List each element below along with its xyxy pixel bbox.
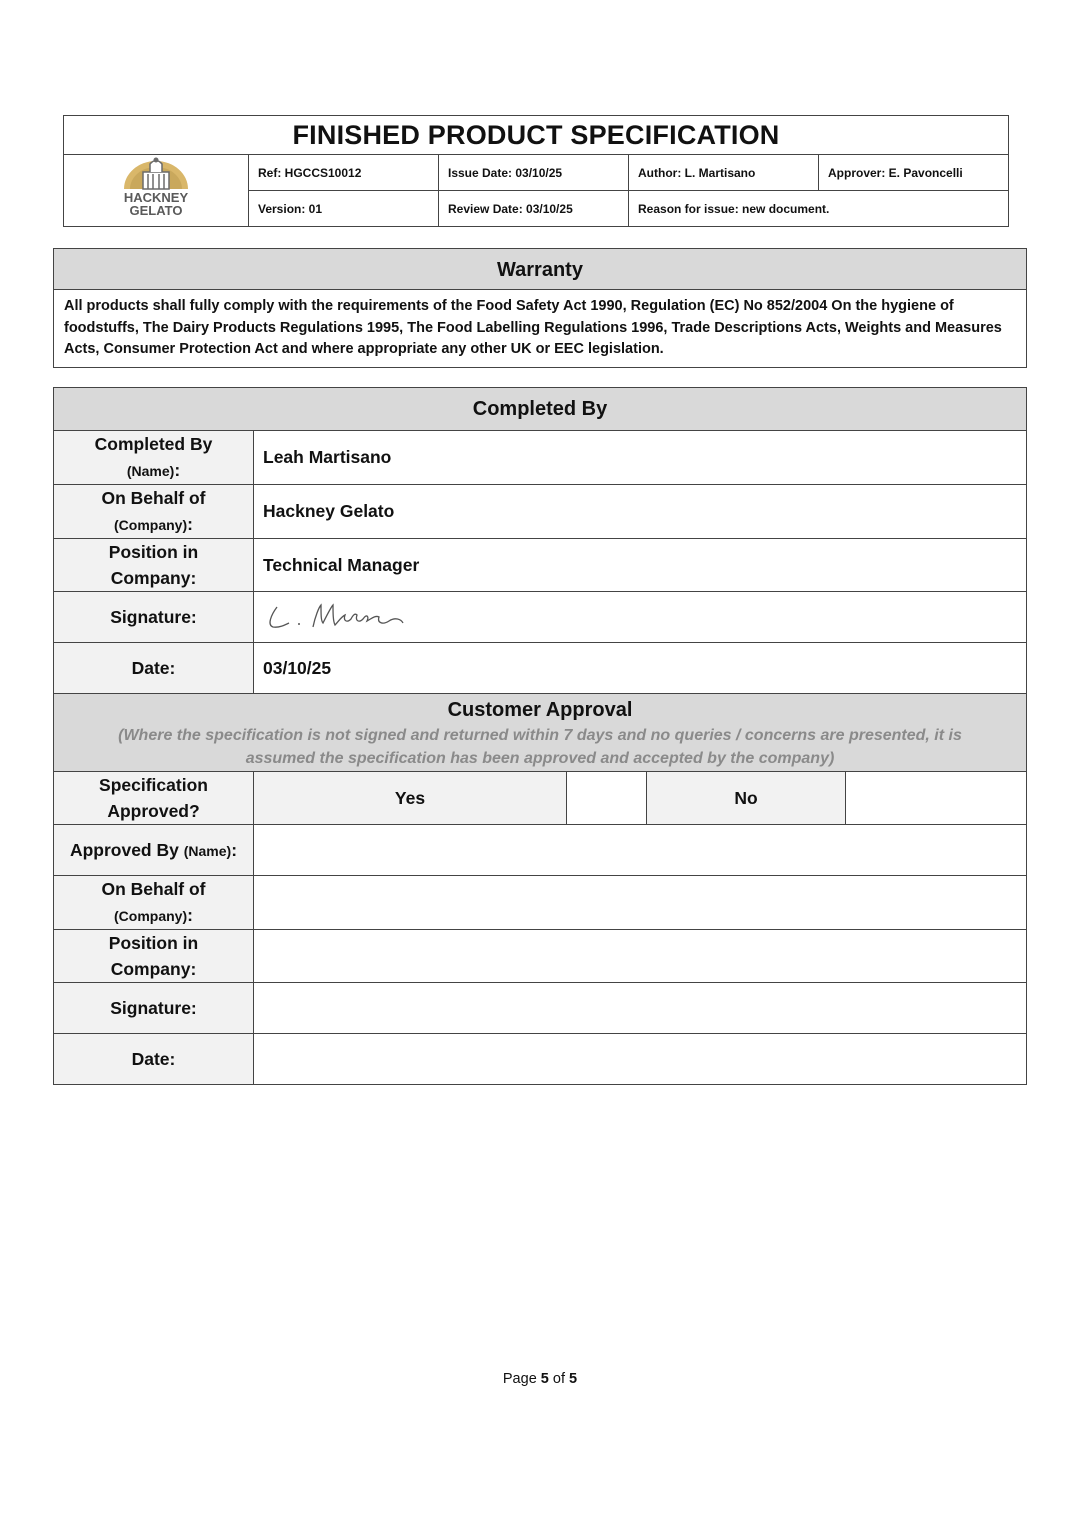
customer-approval-heading: Customer Approval bbox=[447, 699, 633, 721]
completed-by-signature bbox=[254, 592, 1027, 643]
author-cell: Author: L. Martisano bbox=[629, 155, 819, 191]
ref-cell: Ref: HGCCS10012 bbox=[249, 155, 439, 191]
page-total: 5 bbox=[569, 1371, 578, 1387]
version-cell: Version: 01 bbox=[249, 191, 439, 227]
completed-by-company-value: Hackney Gelato bbox=[254, 485, 1027, 539]
approval-position-field[interactable] bbox=[254, 930, 1027, 983]
company-logo bbox=[64, 155, 249, 227]
reason-cell: Reason for issue: new document. bbox=[629, 191, 1009, 227]
completed-by-heading: Completed By bbox=[54, 388, 1027, 431]
page-footer bbox=[0, 1371, 1080, 1387]
customer-approval-header bbox=[54, 694, 1027, 772]
completed-by-position-value: Technical Manager bbox=[254, 539, 1027, 592]
approval-company-label: On Behalf of (Company): bbox=[54, 876, 254, 930]
of-word: of bbox=[552, 1371, 565, 1387]
approval-signature-label: Signature: bbox=[54, 983, 254, 1034]
customer-approval-note-line1: (Where the specification is not signed and returned within 7 days and no queries / concerns are presented, it is bbox=[118, 727, 962, 744]
handwritten-signature-icon bbox=[263, 597, 413, 633]
review-date-cell: Review Date: 03/10/25 bbox=[439, 191, 629, 227]
approval-date-label: Date: bbox=[54, 1034, 254, 1085]
yes-checkbox[interactable] bbox=[567, 772, 647, 825]
approved-by-label: Approved By (Name): bbox=[54, 825, 254, 876]
completed-by-date-label: Date: bbox=[54, 643, 254, 694]
hackney-gelato-logo-icon bbox=[116, 155, 196, 221]
approval-signature-field[interactable] bbox=[254, 983, 1027, 1034]
logo-text-line1: HACKNEY bbox=[123, 190, 189, 205]
approval-company-field[interactable] bbox=[254, 876, 1027, 930]
completed-by-signature-label: Signature: bbox=[54, 592, 254, 643]
approver-cell: Approver: E. Pavoncelli bbox=[819, 155, 1009, 191]
customer-approval-note-line2: assumed the specification has been approved and accepted by the company) bbox=[245, 750, 835, 767]
logo-text-line2: GELATO bbox=[129, 203, 183, 218]
warranty-heading: Warranty bbox=[54, 249, 1026, 290]
completed-by-name-value: Leah Martisano bbox=[254, 431, 1027, 485]
issue-date-cell: Issue Date: 03/10/25 bbox=[439, 155, 629, 191]
document-title: FINISHED PRODUCT SPECIFICATION bbox=[64, 116, 1009, 155]
no-checkbox[interactable] bbox=[846, 772, 1027, 825]
completed-by-name-label: Completed By (Name): bbox=[54, 431, 254, 485]
completed-by-company-label: On Behalf of (Company): bbox=[54, 485, 254, 539]
page-word: Page bbox=[502, 1371, 537, 1387]
warranty-text: All products shall fully comply with the requirements of the Food Safety Act 1990, Regulation (EC) No 852/2004 On the hygiene of foodstuffs, The Dairy Products Regulations 1995, The Food Labelling Regulations 1996, Trade Descriptions Acts, Weights and Measures Acts, Consumer Protection Act and where appropriate any other UK or EEC legislation. bbox=[64, 298, 1002, 357]
spec-approved-label: Specification Approved? bbox=[54, 772, 254, 825]
approval-date-field[interactable] bbox=[254, 1034, 1027, 1085]
warranty-section bbox=[53, 248, 1027, 368]
completed-by-date-value: 03/10/25 bbox=[254, 643, 1027, 694]
completion-approval-table bbox=[53, 387, 1027, 1085]
yes-label: Yes bbox=[254, 772, 567, 825]
page-current: 5 bbox=[540, 1371, 549, 1387]
document-header bbox=[63, 115, 1009, 227]
approved-by-field[interactable] bbox=[254, 825, 1027, 876]
no-label: No bbox=[647, 772, 846, 825]
completed-by-position-label: Position in Company: bbox=[54, 539, 254, 592]
approval-position-label: Position in Company: bbox=[54, 930, 254, 983]
